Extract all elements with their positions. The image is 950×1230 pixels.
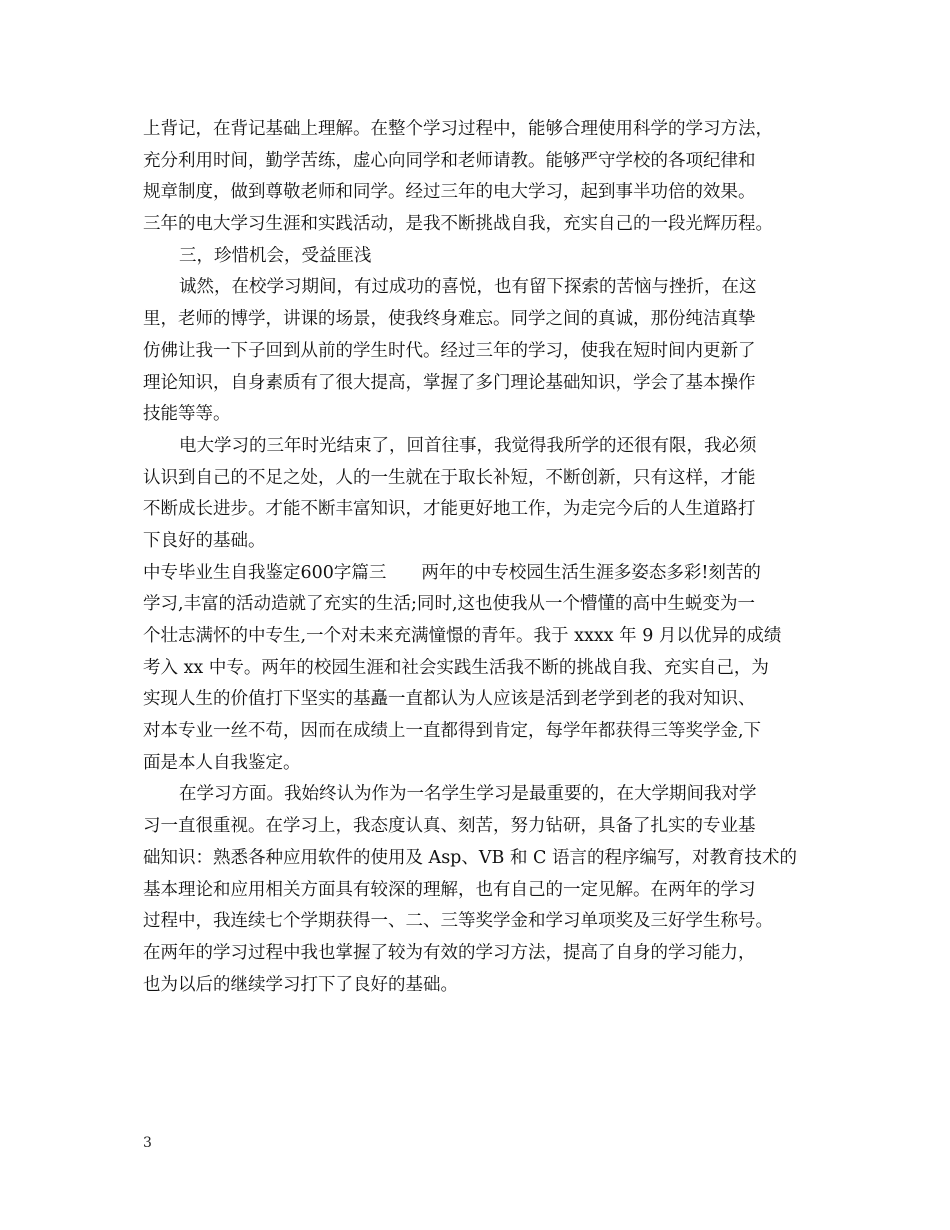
text-line: 三年的电大学习生涯和实践活动，是我不断挑战自我，充实自己的一段光辉历程。 — [143, 214, 773, 235]
text-line: 学习,丰富的活动造就了充实的生活;同时,这也使我从一个懵懂的高中生蜕变为一 — [143, 594, 756, 615]
text-line: 诚然，在校学习期间，有过成功的喜悦，也有留下探索的苦恼与挫折，在这 — [179, 277, 757, 298]
text-line: 习一直很重视。在学习上，我态度认真、刻苦，努力钻研，具备了扎实的专业基 — [143, 816, 756, 837]
document-body — [143, 114, 815, 1001]
text-line: 实现人生的价值打下坚实的基矗一直都认为人应该是活到老学到老的我对知识、 — [143, 689, 756, 710]
text-line: 上背记，在背记基础上理解。在整个学习过程中，能够合理使用科学的学习方法， — [143, 119, 773, 139]
text-line: 不断成长进步。才能不断丰富知识，才能更好地工作，为走完今后的人生道路打 — [143, 499, 756, 520]
text-line: 也为以后的继续学习打下了良好的基础。 — [143, 974, 458, 995]
text-line: 在学习方面。我始终认为作为一名学生学习是最重要的，在大学期间我对学 — [179, 784, 757, 805]
text-line: 中专毕业生自我鉴定600字篇三 两年的中专校园生活生涯多姿态多彩!刻苦的 — [143, 562, 761, 583]
text-line: 在两年的学习过程中我也掌握了较为有效的学习方法，提高了自身的学习能力， — [143, 942, 756, 963]
text-line: 理论知识，自身素质有了很大提高，掌握了多门理论基础知识，学会了基本操作 — [143, 372, 756, 393]
page-number: 3 — [143, 1135, 152, 1151]
text-line: 技能等等。 — [143, 404, 231, 425]
text-line: 里，老师的博学，讲课的场景，使我终身难忘。同学之间的真诚，那份纯洁真挚 — [143, 309, 756, 330]
text-line: 考入 xx 中专。两年的校园生涯和社会实践生活我不断的挑战自我、充实自己，为 — [143, 657, 769, 678]
text-line: 过程中，我连续七个学期获得一、二、三等奖学金和学习单项奖及三好学生称号。 — [143, 911, 773, 932]
text-line: 认识到自己的不足之处，人的一生就在于取长补短，不断创新，只有这样，才能 — [143, 467, 756, 488]
text-line: 下良好的基础。 — [143, 530, 266, 551]
text-line: 仿佛让我一下子回到从前的学生时代。经过三年的学习，使我在短时间内更新了 — [143, 340, 756, 361]
text-line: 充分利用时间，勤学苦练，虚心向同学和老师请教。能够严守学校的各项纪律和 — [143, 150, 756, 171]
text-line: 基本理论和应用相关方面具有较深的理解，也有自己的一定见解。在两年的学习 — [143, 879, 756, 900]
text-line: 础知识：熟悉各种应用软件的使用及 Asp、VB 和 C 语言的程序编写，对教育技术的 — [143, 847, 797, 868]
text-line: 规章制度，做到尊敬老师和同学。经过三年的电大学习，起到事半功倍的效果。 — [143, 182, 756, 203]
text-line: 电大学习的三年时光结束了，回首往事，我觉得我所学的还很有限，我必须 — [179, 435, 757, 456]
text-line: 个壮志满怀的中专生,一个对未来充满憧憬的青年。我于 xxxx 年 9 月以优异的成绩 — [143, 626, 782, 646]
text-line: 三，珍惜机会，受益匪浅 — [179, 245, 372, 266]
text-line: 面是本人自我鉴定。 — [143, 752, 301, 773]
text-line: 对本专业一丝不苟，因而在成绩上一直都得到肯定，每学年都获得三等奖学金,下 — [143, 721, 762, 742]
